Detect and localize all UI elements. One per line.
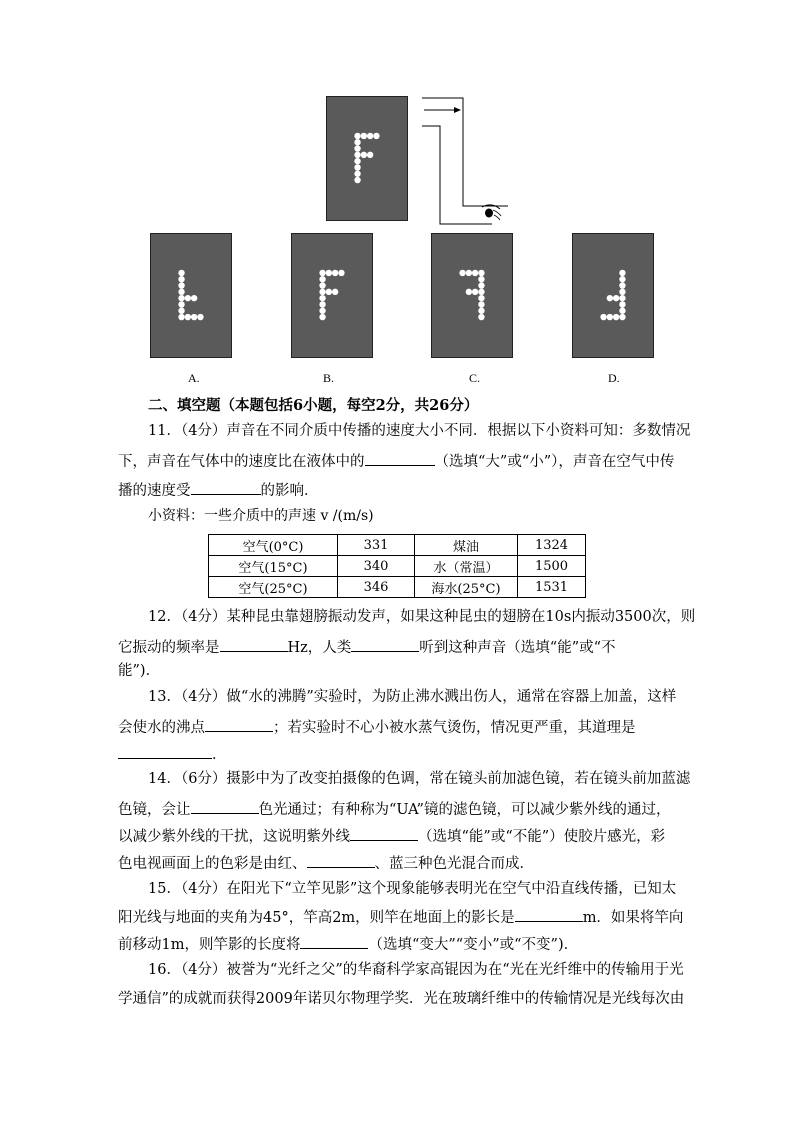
q13-text: ． <box>212 747 227 763</box>
letter-dot <box>607 295 613 301</box>
q12-text: Hz，人类 <box>287 640 352 656</box>
q11-text: 下，声音在气体中的速度比在液体中的 <box>118 454 365 470</box>
q11-text: 的影响． <box>260 483 319 499</box>
letter-dot <box>459 270 465 276</box>
letter-dot <box>319 276 325 282</box>
q14-text: 以减少紫外线的干扰，这说明紫外线 <box>118 829 350 845</box>
q13-blank-2[interactable] <box>118 744 212 759</box>
object-panel <box>326 96 408 221</box>
letter-dot <box>466 289 472 295</box>
q11-text: （选填“大”或“小”），声音在空气中传 <box>434 454 675 470</box>
letter-dot <box>319 308 325 314</box>
letter-dot <box>619 301 625 307</box>
q16-line2: 学通信”的成就而获得2009年诺贝尔物理学奖．光在玻璃纤维中的传输情况是光线每次由 <box>118 991 685 1007</box>
letter-dot <box>619 295 625 301</box>
letter-dot <box>354 139 360 145</box>
q15-text: 阳光线与地面的夹角为45°，竿高2m，则竿在地面上的影长是 <box>118 910 515 926</box>
letter-dot <box>178 270 184 276</box>
option-a-image <box>151 234 231 357</box>
letter-dot <box>319 270 325 276</box>
letter-dot <box>619 308 625 314</box>
option-c-image <box>432 234 512 357</box>
letter-dot <box>338 270 344 276</box>
q16-line1: 16．（4分）被誉为“光纤之父”的华裔科学家高锟因为在“光在光纤维中的传输用于光 <box>148 962 684 978</box>
q11-blank-1[interactable] <box>365 451 435 466</box>
letter-dot <box>354 145 360 151</box>
letter-dot <box>619 282 625 288</box>
q12-line2 <box>118 637 616 657</box>
q14-blank-2[interactable] <box>350 826 418 841</box>
letter-dot <box>361 152 367 158</box>
letter-dot <box>354 158 360 164</box>
option-a-label: A. <box>188 371 200 385</box>
letter-dot <box>178 314 184 320</box>
letter-dot <box>319 289 325 295</box>
letter-dot <box>613 314 619 320</box>
table-row <box>209 556 586 577</box>
letter-dot <box>619 276 625 282</box>
q14-blank-1[interactable] <box>191 799 259 814</box>
table-cell: 空气(0°C) <box>209 535 338 556</box>
q15-blank-1[interactable] <box>515 907 583 922</box>
letter-dot <box>478 314 484 320</box>
q11-line3 <box>118 480 319 500</box>
q14-text: （选填“能”或“不能”）使胶片感光，彩 <box>418 829 666 845</box>
periscope-outline-outer <box>422 98 508 206</box>
letter-dot <box>478 276 484 282</box>
q15-text: m．如果将竿向 <box>582 910 684 926</box>
periscope-outline-inner <box>422 126 492 224</box>
table-row <box>209 535 586 556</box>
table-cell: 340 <box>338 556 415 577</box>
table-cell: 346 <box>338 577 415 598</box>
q13-text: 会使水的沸点 <box>118 720 205 736</box>
table-cell: 煤油 <box>415 535 518 556</box>
letter-dot <box>466 270 472 276</box>
letter-dot <box>354 164 360 170</box>
eye-icon <box>482 205 501 220</box>
q13-line2 <box>118 717 636 737</box>
table-cell: 空气(15°C) <box>209 556 338 577</box>
letter-dot <box>373 133 379 139</box>
letter-dot <box>319 301 325 307</box>
letter-dot <box>319 282 325 288</box>
letter-dot <box>185 295 191 301</box>
table-cell: 1531 <box>518 577 586 598</box>
option-c-panel <box>431 233 513 358</box>
q12-text: 它振动的频率是 <box>118 640 220 656</box>
letter-dot <box>191 295 197 301</box>
q12-blank-2[interactable] <box>351 637 419 652</box>
letter-dot <box>354 177 360 183</box>
q13-blank-1[interactable] <box>205 717 273 732</box>
q14-text: 色光通过；有种称为“UA”镜的滤色镜，可以减少紫外线的通过， <box>258 802 671 818</box>
q12-line1: 12．（4分）某种昆虫靠翅膀振动发声，如果这种昆虫的翅膀在10s内振动3500次，则 <box>148 609 696 625</box>
letter-dot <box>478 301 484 307</box>
letter-dot <box>367 133 373 139</box>
option-c-label: C. <box>469 371 481 385</box>
table-cell: 1500 <box>518 556 586 577</box>
q11-blank-2[interactable] <box>191 480 261 495</box>
table-cell: 水（常温） <box>415 556 518 577</box>
letter-dot <box>197 314 203 320</box>
letter-dot <box>332 289 338 295</box>
letter-dot <box>178 289 184 295</box>
speed-table <box>208 534 586 598</box>
q12-blank-1[interactable] <box>220 637 288 652</box>
q14-line1: 14．（6分）摄影中为了改变拍摄像的色调，常在镜头前加滤色镜，若在镜头前加蓝滤 <box>148 771 691 787</box>
periscope-diagram <box>420 96 510 226</box>
option-a-panel <box>150 233 232 358</box>
letter-dot <box>354 133 360 139</box>
letter-dot <box>319 314 325 320</box>
letter-f-object <box>327 97 407 220</box>
letter-dot <box>326 289 332 295</box>
letter-dot <box>178 282 184 288</box>
option-b-label: B. <box>323 371 335 385</box>
letter-dot <box>478 270 484 276</box>
letter-dot <box>607 314 613 320</box>
option-b-panel <box>291 233 373 358</box>
data-caption: 小资料：一些介质中的声速 v /(m/s) <box>148 508 374 524</box>
q14-text: 、蓝三种色光混合而成． <box>374 856 534 872</box>
letter-dot <box>361 133 367 139</box>
letter-dot <box>478 308 484 314</box>
option-d-panel <box>572 233 654 358</box>
letter-dot <box>319 295 325 301</box>
q14-line3 <box>118 826 665 846</box>
option-b-image <box>292 234 372 357</box>
q14-line2 <box>118 799 670 819</box>
letter-dot <box>178 295 184 301</box>
q12-line3: 能”)． <box>118 663 161 679</box>
q15-line2 <box>118 907 683 927</box>
letter-dot <box>472 270 478 276</box>
q14-text: 色电视画面上的色彩是由红、 <box>118 856 307 872</box>
q14-line4 <box>118 853 534 873</box>
letter-dot <box>191 314 197 320</box>
letter-dot <box>332 270 338 276</box>
q15-blank-2[interactable] <box>300 934 368 949</box>
q14-blank-3[interactable] <box>307 853 375 868</box>
section-title: 二、填空题（本题包括6小题，每空2分，共26分） <box>148 397 479 414</box>
q11-line1: 11．（4分）声音在不同介质中传播的速度大小不同．根据以下小资料可知：多数情况 <box>148 423 691 439</box>
option-d-label: D. <box>608 371 620 385</box>
letter-dot <box>178 301 184 307</box>
q15-line3 <box>118 934 578 954</box>
q13-line1: 13．（4分）做“水的沸腾”实验时，为防止沸水溅出伤人，通常在容器上加盖，这样 <box>148 689 677 705</box>
q11-text: 播的速度受 <box>118 483 191 499</box>
table-cell: 331 <box>338 535 415 556</box>
q12-text: 听到这种声音（选填“能”或“不 <box>419 640 616 656</box>
q13-line3 <box>118 744 227 764</box>
q15-line1: 15．（4分）在阳光下“立竿见影”这个现象能够表明光在空气中沿直线传播，已知太 <box>148 881 677 897</box>
letter-dot <box>619 289 625 295</box>
table-cell: 空气(25°C) <box>209 577 338 598</box>
letter-dot <box>367 152 373 158</box>
letter-dot <box>478 289 484 295</box>
letter-dot <box>613 295 619 301</box>
letter-dot <box>472 289 478 295</box>
letter-dot <box>478 282 484 288</box>
table-cell: 1324 <box>518 535 586 556</box>
q13-text: ；若实验时不心小被水蒸气烫伤，情况更严重，其道理是 <box>273 720 636 736</box>
letter-dot <box>619 270 625 276</box>
option-d-image <box>573 234 653 357</box>
q11-line2 <box>118 451 674 471</box>
letter-dot <box>185 314 191 320</box>
letter-dot <box>600 314 606 320</box>
table-row <box>209 577 586 598</box>
letter-dot <box>326 270 332 276</box>
letter-dot <box>619 314 625 320</box>
q15-text: （选填“变大”“变小”或“不变”)． <box>368 937 579 953</box>
letter-dot <box>178 308 184 314</box>
letter-dot <box>178 276 184 282</box>
letter-dot <box>354 152 360 158</box>
letter-dot <box>354 171 360 177</box>
letter-dot <box>478 295 484 301</box>
q14-text: 色镜，会让 <box>118 802 191 818</box>
table-cell: 海水(25°C) <box>415 577 518 598</box>
arrow-head <box>454 107 461 113</box>
q15-text: 前移动1m，则竿影的长度将 <box>118 937 301 953</box>
